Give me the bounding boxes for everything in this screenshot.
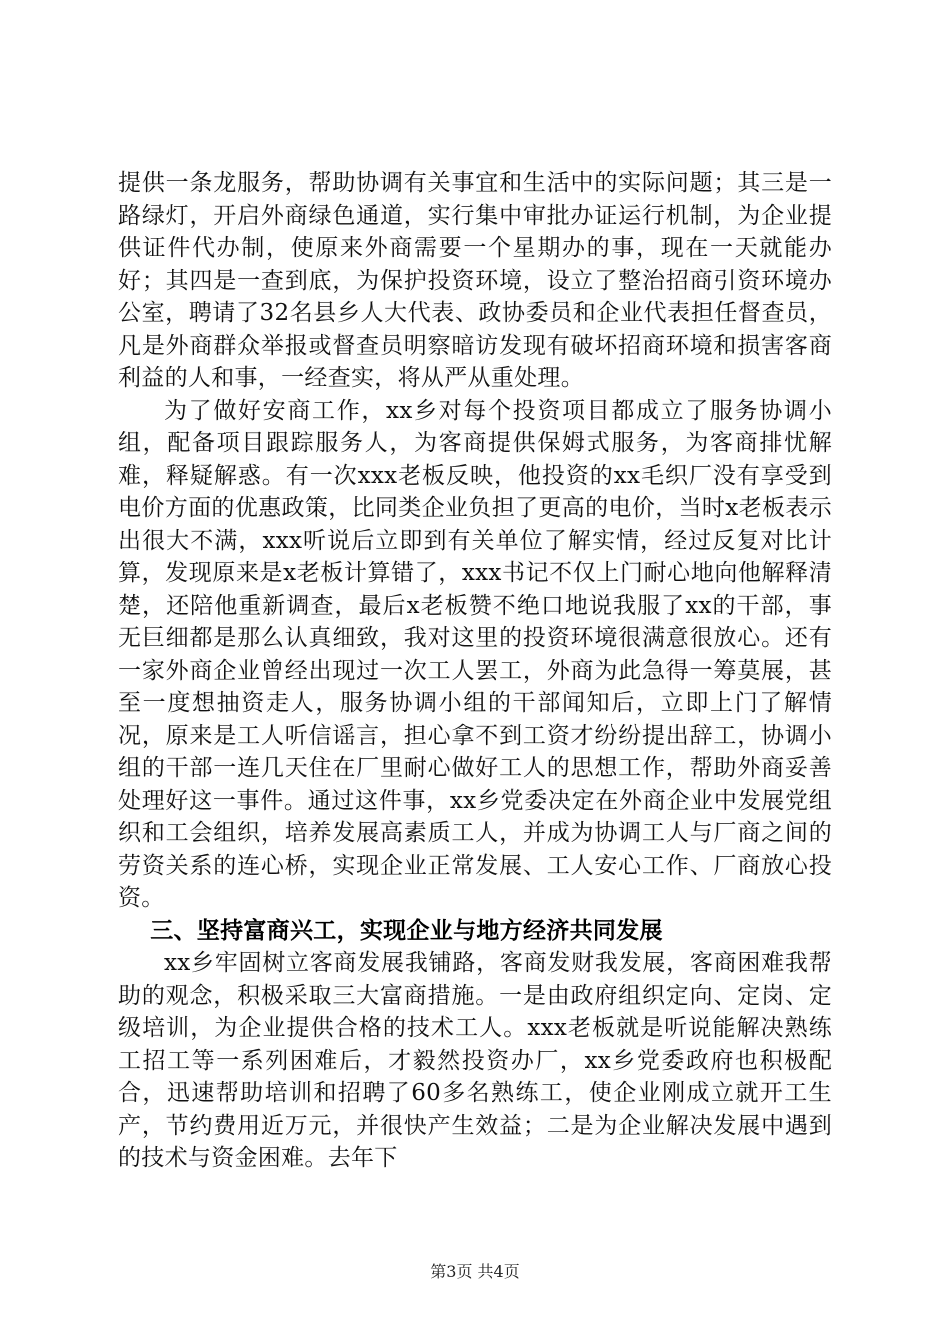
page-footer: 第3页 共4页	[430, 1262, 520, 1281]
paragraph-enrich-merchants: xx乡牢固树立客商发展我铺路，客商发财我发展，客商困难我帮助的观念，积极采取三大富商措施。一是由政府组织定向、定岗、定级培训，为企业提供合格的技术工人。xxx老板就是听说能解决熟练工招工等一系列困难后，才毅然投资办厂，xx乡党委政府也积极配合，迅速帮助培训和招聘了60多名熟练工，使企业刚成立就开工生产，节约费用近万元，并很快产生效益；二是为企业解决发展中遇到的技术与资金困难。去年下	[118, 950, 832, 1171]
document-body	[118, 167, 832, 1175]
paragraph-investment-service: 为了做好安商工作，xx乡对每个投资项目都成立了服务协调小组，配备项目跟踪服务人，为客商提供保姆式服务，为客商排忧解难，释疑解惑。有一次xxx老板反映，他投资的xx毛织厂没有享受到电价方面的优惠政策，比同类企业负担了更高的电价，当时x老板表示出很大不满，xxx听说后立即到有关单位了解实情，经过反复对比计算，发现原来是x老板计算错了，xxx书记不仅上门耐心地向他解释清楚，还陪他重新调查，最后x老板赞不绝口地说我服了xx的干部，事无巨细都是那么认真细致，我对这里的投资环境很满意很放心。还有一家外商企业曾经出现过一次工人罢工，外商为此急得一筹莫展，甚至一度想抽资走人，服务协调小组的干部闻知后，立即上门了解情况，原来是工人听信谣言，担心拿不到工资才纷纷提出辞工，协调小组的干部一连几天住在厂里耐心做好工人的思想工作，帮助外商妥善处理好这一事件。通过这件事，xx乡党委决定在外商企业中发展党组织和工会组织，培养发展高素质工人，并成为协调工人与厂商之间的劳资关系的连心桥，实现企业正常发展、工人安心工作、厂商放心投资。	[118, 397, 832, 911]
paragraph-continuation: 提供一条龙服务，帮助协调有关事宜和生活中的实际问题；其三是一路绿灯，开启外商绿色通道，实行集中审批办证运行机制，为企业提供证件代办制，使原来外商需要一个星期办的事，现在一天就能办好；其四是一查到底，为保护投资环境，设立了整治招商引资环境办公室，聘请了32名县乡人大代表、政协委员和企业代表担任督查员，凡是外商群众举报或督查员明察暗访发现有破坏招商环境和损害客商利益的人和事，一经查实，将从严从重处理。	[118, 170, 832, 391]
section-heading: 三、坚持富商兴工，实现企业与地方经济共同发展	[150, 917, 663, 944]
